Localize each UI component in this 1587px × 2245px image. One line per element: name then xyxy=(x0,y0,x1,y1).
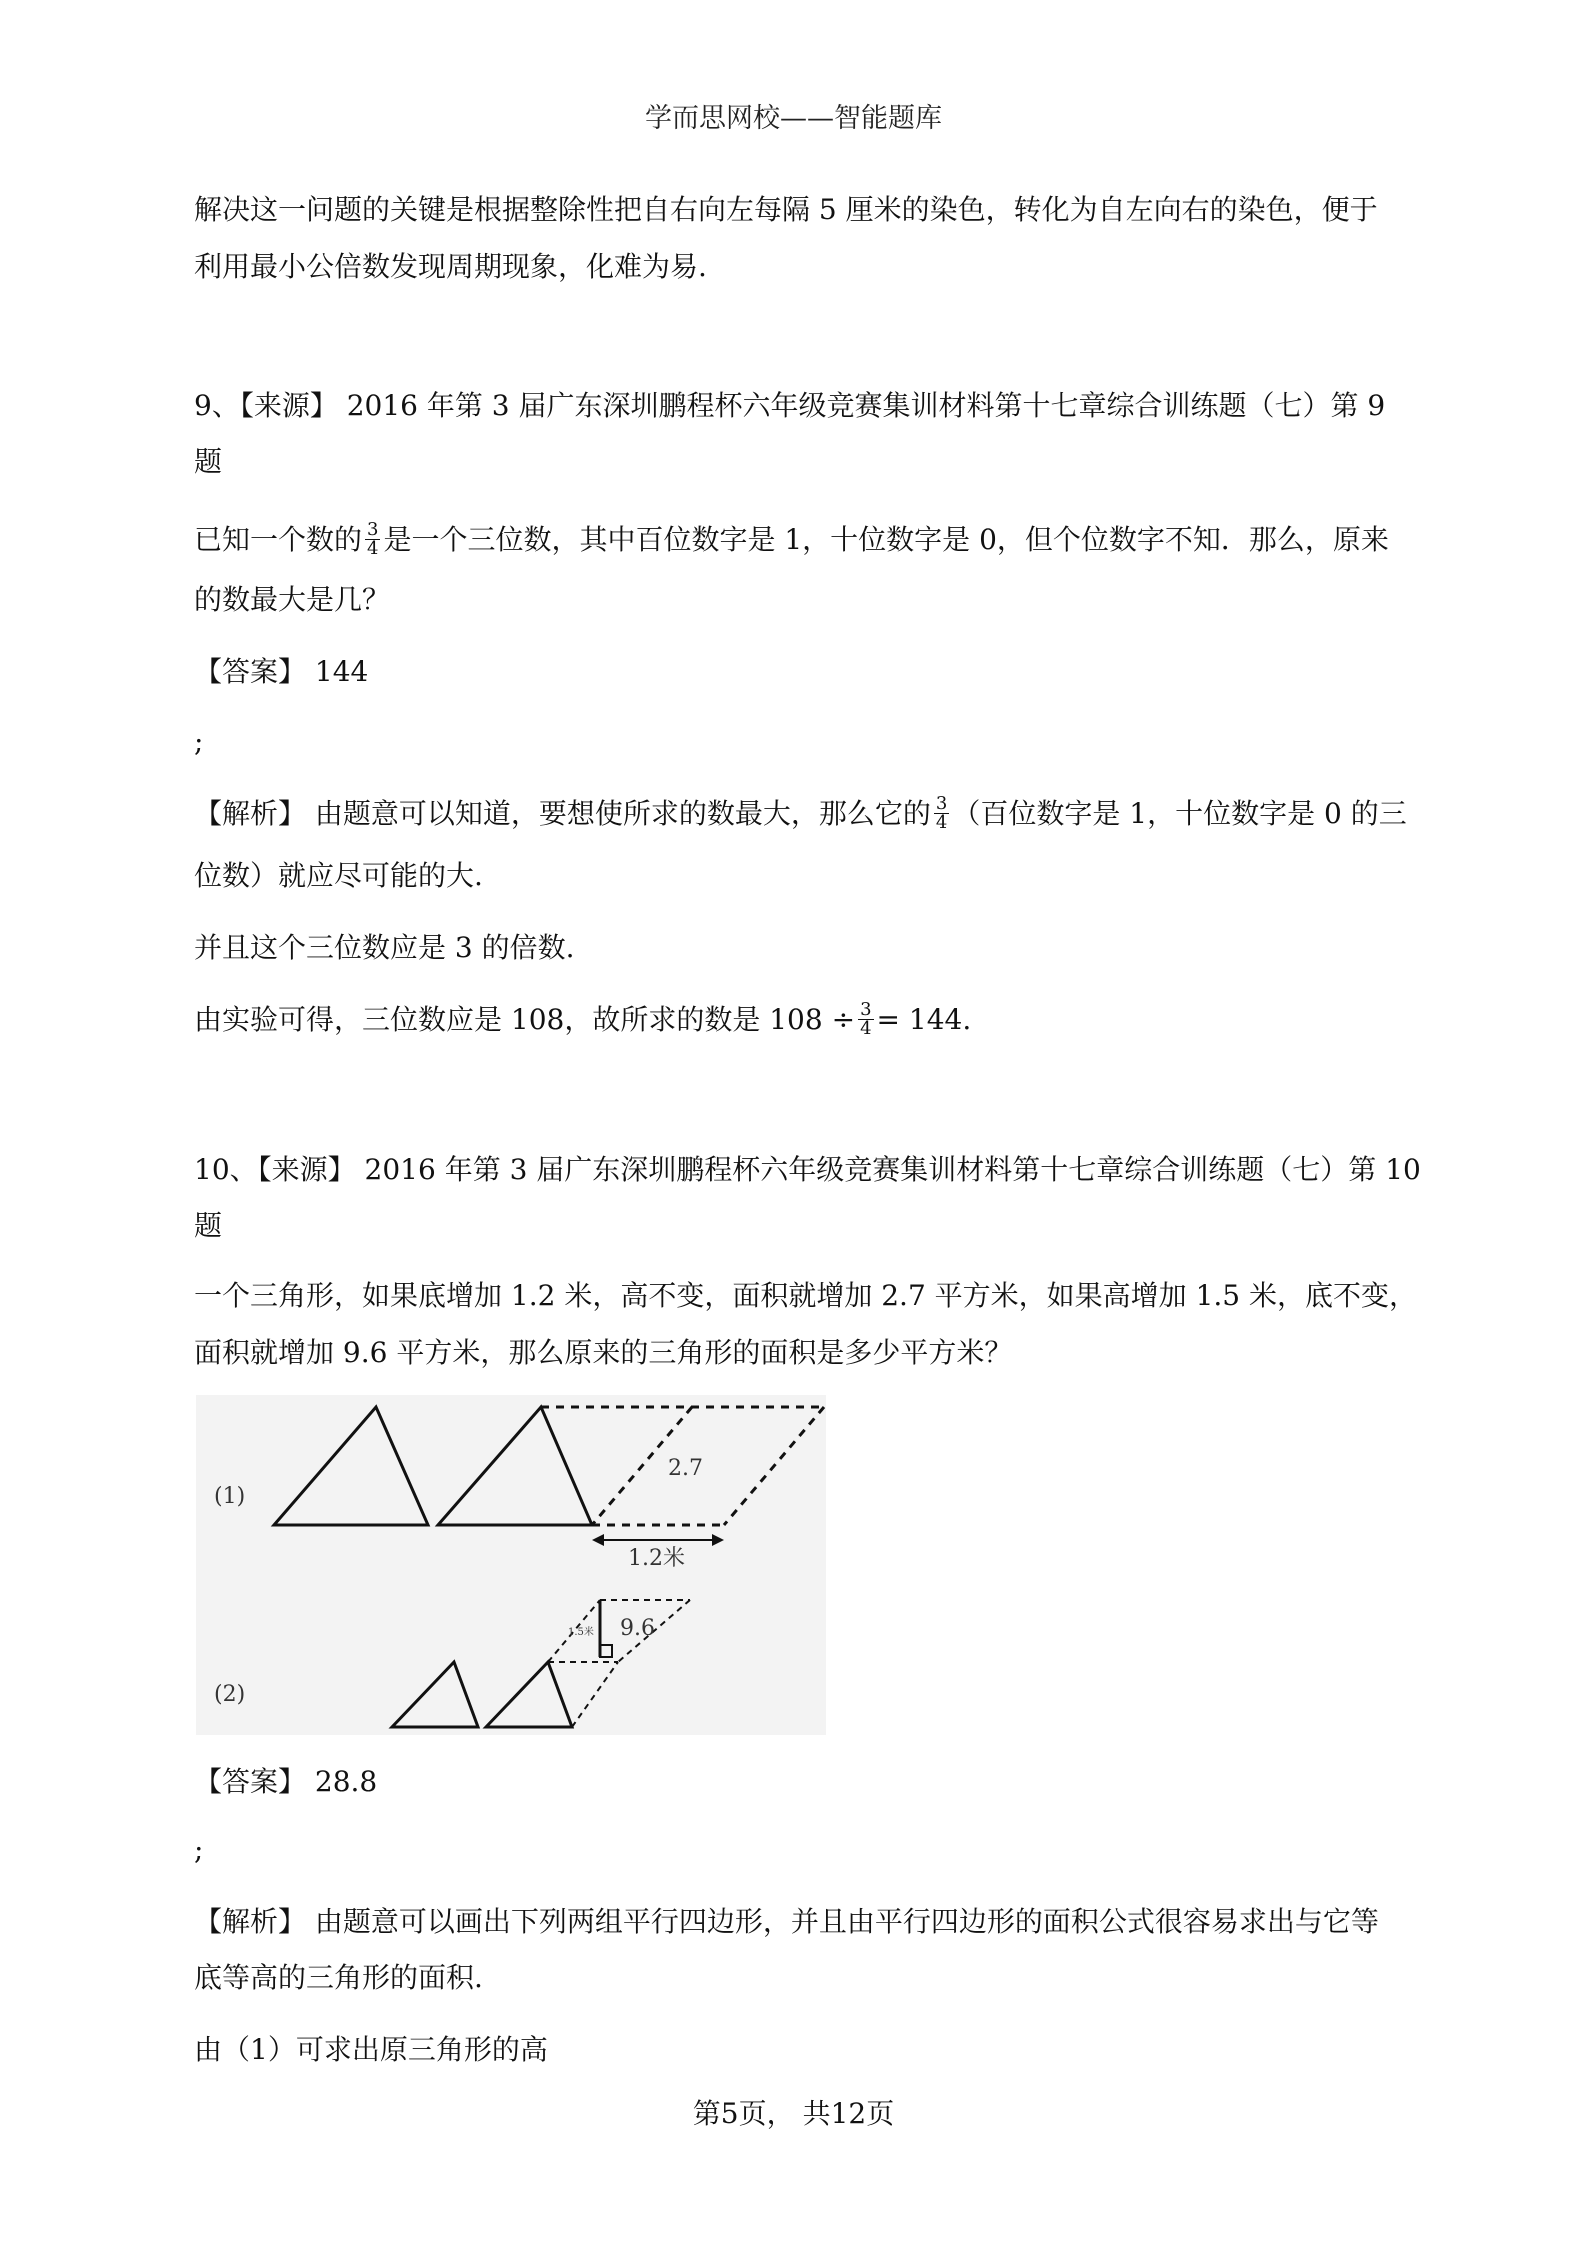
fraction-three-quarters: $\frac{3}{4}$ xyxy=(935,793,948,833)
q10-question-line-1: 一个三角形，如果底增加 1.2 米，高不变，面积就增加 2.7 平方米，如果高增加 1.5 米，底不变， xyxy=(194,1279,1417,1312)
intro-line-2: 利用最小公倍数发现周期现象，化难为易. xyxy=(194,250,707,283)
q10-analysis-line-2: 底等高的三角形的面积. xyxy=(194,1961,483,1994)
q9-analysis-line-4 xyxy=(194,1000,1414,1040)
fraction-three-quarters: $\frac{3}{4}$ xyxy=(860,999,872,1039)
triangle-parallelogram-figure xyxy=(196,1395,826,1735)
figure-label-2: (2) xyxy=(214,1682,246,1707)
q9-analysis-line-4-pre: 由实验可得，三位数应是 108，故所求的数是 108 ÷ xyxy=(194,1003,856,1036)
q10-semicolon: ; xyxy=(194,1833,204,1866)
fraction-three-quarters: $\frac{3}{4}$ xyxy=(367,519,379,559)
area-label-2: 9.6 xyxy=(620,1616,655,1641)
q9-source-line-1: 9、【来源】 2016 年第 3 届广东深圳鹏程杯六年级竞赛集训材料第十七章综合训练题（七）第 9 xyxy=(194,389,1386,422)
intro-line-1: 解决这一问题的关键是根据整除性把自右向左每隔 5 厘米的染色，转化为自左向右的染色，便于 xyxy=(194,193,1378,226)
q10-analysis-line-1: 【解析】 由题意可以画出下列两组平行四边形，并且由平行四边形的面积公式很容易求出与它等 xyxy=(194,1905,1379,1938)
q10-analysis-line-3: 由（1）可求出原三角形的高 xyxy=(194,2033,548,2066)
q9-question-line-2: 的数最大是几？ xyxy=(194,583,391,616)
q9-analysis-line-3: 并且这个三位数应是 3 的倍数. xyxy=(194,931,575,964)
q9-analysis-line-1 xyxy=(194,794,1414,834)
area-label-1: 2.7 xyxy=(668,1456,703,1481)
q9-analysis-pre: 【解析】 由题意可以知道，要想使所求的数最大，那么它的 xyxy=(194,797,931,830)
base-label-1: 1.2米 xyxy=(628,1546,685,1571)
q9-analysis-line-4-post: = 144. xyxy=(876,1003,972,1036)
q9-analysis-post: （百位数字是 1，十位数字是 0 的三 xyxy=(952,797,1407,830)
q10-question-line-2: 面积就增加 9.6 平方米，那么原来的三角形的面积是多少平方米？ xyxy=(194,1336,1013,1369)
q9-question-post: 是一个三位数，其中百位数字是 1，十位数字是 0，但个位数字不知．那么，原来 xyxy=(383,523,1389,556)
q9-source-line-2: 题 xyxy=(194,445,223,478)
q10-answer: 【答案】 28.8 xyxy=(194,1765,378,1798)
q9-question-pre: 已知一个数的 xyxy=(194,523,363,556)
height-label-2: 1.5米 xyxy=(568,1627,594,1638)
q10-source-line-1: 10、【来源】 2016 年第 3 届广东深圳鹏程杯六年级竞赛集训材料第十七章综合训练题（七）第 10 xyxy=(194,1153,1421,1186)
figure-label-1: (1) xyxy=(214,1484,246,1509)
q9-answer: 【答案】 144 xyxy=(194,655,369,688)
page-number-total: 共12页 xyxy=(802,2097,895,2130)
q9-question-line-1 xyxy=(194,520,1414,560)
page-header: 学而思网校——智能题库 xyxy=(645,103,942,134)
q9-semicolon: ; xyxy=(194,725,204,758)
q10-source-line-2: 题 xyxy=(194,1209,223,1242)
page-footer xyxy=(0,2092,1587,2132)
page-number-current: 第5页， xyxy=(692,2097,795,2130)
q9-analysis-line-2: 位数）就应尽可能的大. xyxy=(194,859,483,892)
